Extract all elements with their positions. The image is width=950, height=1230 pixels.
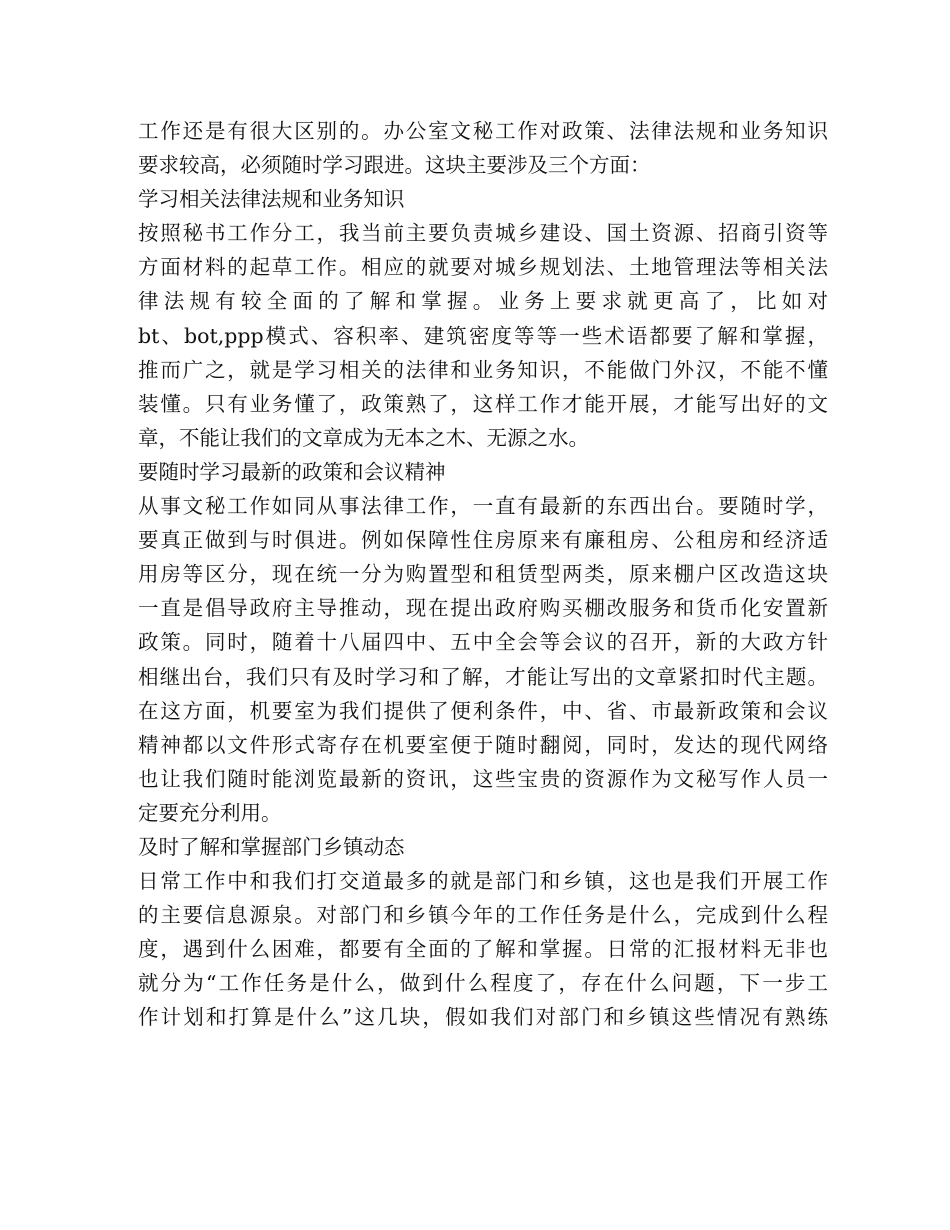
text-line: 精神都以文件形式寄存在机要室便于随时翻阅，同时，发达的现代网络: [138, 732, 828, 757]
text-line: 一直是倡导政府主导推动，现在提出政府购买棚改服务和货币化安置新: [138, 596, 828, 621]
text-line: 装懂。只有业务懂了，政策熟了，这样工作才能开展，才能写出好的文: [138, 391, 828, 416]
section-heading: 要随时学习最新的政策和会议精神: [138, 459, 446, 484]
text-line: 日常工作中和我们打交道最多的就是部门和乡镇，这也是我们开展工作: [138, 869, 828, 894]
text-line: 定要充分利用。: [138, 800, 282, 825]
text-line: 作计划和打算是什么”这几块，假如我们对部门和乡镇这些情况有熟练: [138, 1005, 828, 1030]
text-line: 相继出台，我们只有及时学习和了解，才能让写出的文章紧扣时代主题。: [138, 664, 828, 689]
section-heading: 学习相关法律法规和业务知识: [138, 187, 405, 212]
text-line: 也让我们随时能浏览最新的资讯，这些宝贵的资源作为文秘写作人员一: [138, 766, 828, 791]
text-line: 的主要信息源泉。对部门和乡镇今年的工作任务是什么，完成到什么程: [138, 903, 828, 928]
text-line: 工作还是有很大区别的。办公室文秘工作对政策、法律法规和业务知识: [138, 119, 828, 143]
text-line: 就分为“工作任务是什么，做到什么程度了，存在什么问题，下一步工: [138, 971, 828, 996]
text-line: 章，不能让我们的文章成为无本之木、无源之水。: [138, 425, 589, 450]
section-heading: 及时了解和掌握部门乡镇动态: [138, 834, 405, 859]
text-line: 从事文秘工作如同从事法律工作，一直有最新的东西出台。要随时学，: [138, 494, 828, 519]
text-line: 推而广之，就是学习相关的法律和业务知识，不能做门外汉，不能不懂: [138, 357, 828, 382]
text-line: 要真正做到与时俱进。例如保障性住房原来有廉租房、公租房和经济适: [138, 528, 828, 553]
document-body: [138, 114, 828, 1035]
text-line: 方面材料的起草工作。相应的就要对城乡规划法、土地管理法等相关法: [138, 255, 828, 280]
text-line: 用房等区分，现在统一分为购置型和租赁型两类，原来棚户区改造这块: [138, 562, 828, 587]
text-line: 在这方面，机要室为我们提供了便利条件，中、省、市最新政策和会议: [138, 698, 828, 723]
text-line: 要求较高，必须随时学习跟进。这块主要涉及三个方面：: [138, 153, 651, 178]
text-line: 政策。同时，随着十八届四中、五中全会等会议的召开，新的大政方针: [138, 630, 828, 655]
text-line: bt、bot,ppp模式、容积率、建筑密度等等一些术语都要了解和掌握，: [138, 323, 828, 348]
text-line: 度，遇到什么困难，都要有全面的了解和掌握。日常的汇报材料无非也: [138, 937, 828, 962]
text-line: 按照秘书工作分工，我当前主要负责城乡建设、国土资源、招商引资等: [138, 221, 828, 246]
text-line: 律法规有较全面的了解和掌握。业务上要求就更高了，比如对: [138, 289, 828, 314]
